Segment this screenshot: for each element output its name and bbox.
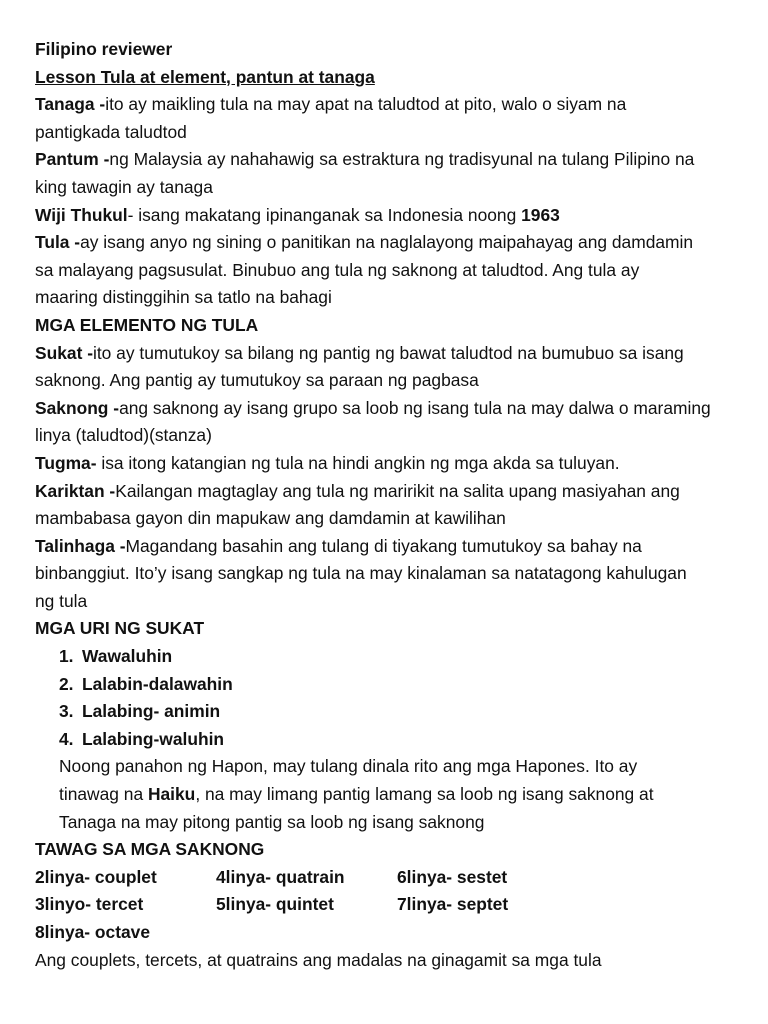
tawag-grid: [35, 864, 738, 947]
section-heading-uri: MGA URI NG SUKAT: [35, 618, 205, 639]
term-tugma: Tugma-: [35, 452, 97, 473]
closing-sentence: Ang couplets, tercets, at quatrains ang madalas na ginagamit sa mga tula: [35, 949, 602, 970]
list-item: 4. Lalabing-waluhin: [59, 728, 225, 749]
grid-cell: [397, 919, 597, 947]
list-item: 3. Lalabing- animin: [59, 701, 221, 722]
term-saknong: Saknong -: [35, 397, 120, 418]
list-item: 1. Wawaluhin: [59, 646, 173, 667]
definition-tanaga: Tanaga -ito ay maikling tula na may apat na taludtod at pito, walo o siyam na pantigkada taludtod: [35, 94, 627, 142]
grid-cell: 6linya- sestet: [397, 866, 508, 887]
definition-tula: Tula -ay isang anyo ng sining o panitikan na naglalayong maipahayag ang damdamin sa malayang pagsusulat. Binubuo ang tula ng saknong at taludtod. Ang tula ay maaring distinggihin sa tatlo na bahagi: [35, 232, 694, 308]
grid-cell: 7linya- septet: [397, 894, 509, 915]
element-sukat: Sukat -ito ay tumutukoy sa bilang ng pantig ng bawat taludtod na bumubuo sa isang saknong. Ang pantig ay tumutukoy sa paraan ng pagbasa: [35, 342, 684, 391]
section-heading-tawag: TAWAG SA MGA SAKNONG: [35, 839, 265, 860]
grid-cell: 4linya- quatrain: [216, 866, 345, 887]
grid-cell: 5linya- quintet: [216, 894, 334, 915]
haiku-paragraph: Noong panahon ng Hapon, may tulang dinala rito ang mga Hapones. Ito ay tinawag na Haiku, na may limang pantig lamang sa loob ng isang saknong at Tanaga na may pitong pantig sa loob ng isang saknong: [59, 756, 654, 832]
definition-pantum: Pantum -ng Malaysia ay nahahawig sa estraktura ng tradisyunal na tulang Pilipino na king tawagin ay tanaga: [35, 149, 695, 197]
term-pantum: Pantum -: [35, 149, 110, 170]
term-haiku: Haiku: [147, 784, 196, 805]
term-kariktan: Kariktan -: [35, 480, 116, 501]
lesson-heading: Lesson Tula at element, pantun at tanaga: [35, 66, 375, 87]
list-item: 2. Lalabin-dalawahin: [59, 673, 233, 694]
section-heading-elemento: MGA ELEMENTO NG TULA: [35, 314, 259, 335]
term-wiji-thukul: Wiji Thukul: [35, 204, 128, 225]
term-tula: Tula -: [35, 232, 81, 253]
definition-wiji-thukul: Wiji Thukul- isang makatang ipinanganak sa Indonesia noong 1963: [35, 204, 560, 225]
grid-cell: 8linya- octave: [35, 922, 151, 942]
element-kariktan: Kariktan -Kailangan magtaglay ang tula ng maririkit na salita upang masiyahan ang mambabasa gayon din mapukaw ang damdamin at kawilihan: [35, 480, 680, 529]
term-tanaga: Tanaga -: [35, 94, 106, 115]
grid-cell: 3linyo- tercet: [35, 894, 144, 915]
document-title: Filipino reviewer: [35, 39, 173, 59]
element-saknong: Saknong -ang saknong ay isang grupo sa loob ng isang tula na may dalwa o maraming linya (taludtod)(stanza): [35, 397, 711, 446]
element-tugma: Tugma- isa itong katangian ng tula na hindi angkin ng mga akda sa tuluyan.: [35, 452, 620, 473]
grid-cell: 2linya- couplet: [35, 866, 157, 887]
element-talinhaga: Talinhaga -Magandang basahin ang tulang di tiyakang tumutukoy sa bahay na binbanggiut. Ito’y isang sangkap ng tula na may kinalaman sa natatagong kahulugan ng tula: [35, 535, 687, 611]
term-sukat: Sukat -: [35, 342, 93, 363]
term-talinhaga: Talinhaga -: [35, 535, 126, 556]
grid-cell: [216, 919, 397, 947]
sukat-list: [35, 643, 738, 753]
